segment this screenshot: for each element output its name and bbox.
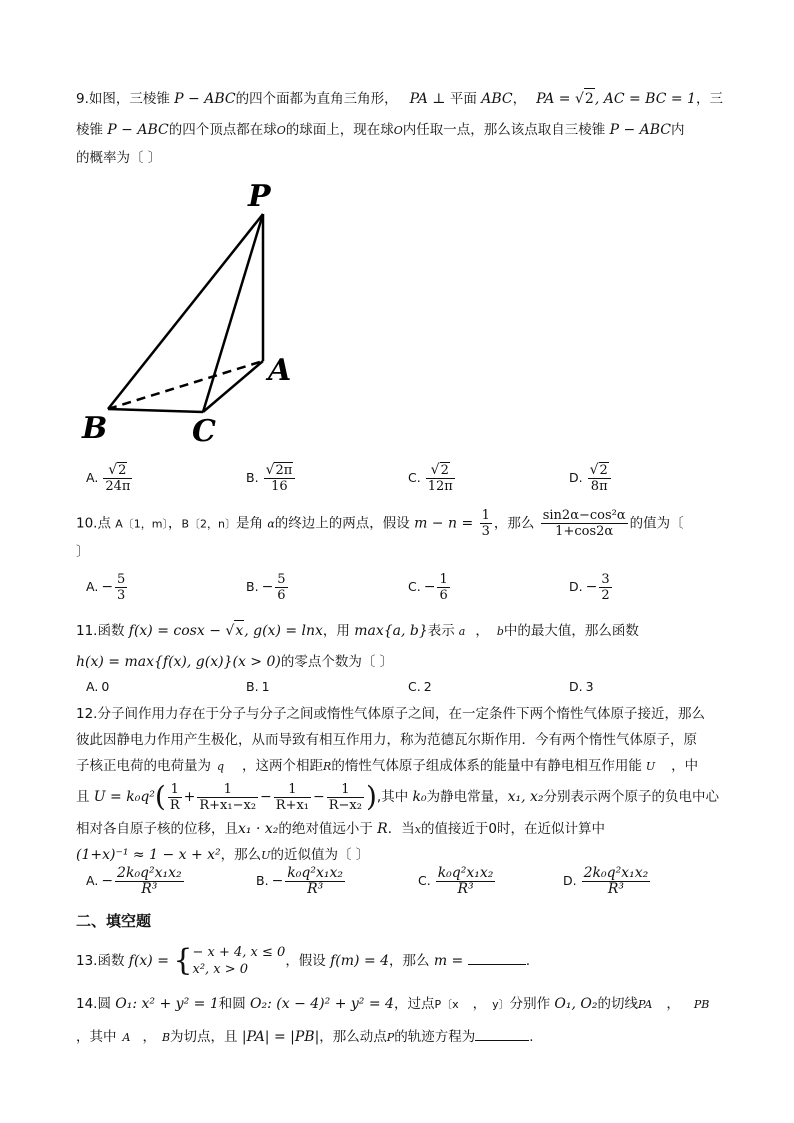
case-1: − x + 4, x ≤ 0	[192, 945, 286, 960]
math: B	[161, 1031, 171, 1044]
math: U = k₀q²	[93, 789, 155, 805]
math: A	[122, 1031, 131, 1044]
q9-line2	[76, 120, 685, 141]
q12-line2: 彼此因静电力作用产生极化，从而导致有相互作用力，称为范德瓦尔斯作用．今有两个惰性气体原子，原	[76, 732, 697, 748]
sign: −	[423, 579, 436, 595]
math: max{a, b}	[354, 623, 428, 639]
denominator: 2	[601, 588, 610, 603]
math: O₁, O₂	[554, 996, 598, 1012]
math: f(m) = 4	[330, 953, 390, 969]
math: f(x) =	[128, 953, 174, 969]
numerator: 1	[327, 782, 364, 798]
numerator: 2π	[275, 463, 293, 478]
answer-blank[interactable]	[475, 1026, 529, 1041]
edge-BA-hidden	[108, 361, 263, 409]
math: PA ⊥	[409, 91, 450, 107]
text: 的绝对值远小于	[278, 821, 378, 837]
denominator: R³	[457, 881, 474, 897]
math: ABC	[481, 91, 513, 107]
numerator: 2k₀q²x₁x₂	[117, 865, 182, 881]
math: b	[496, 625, 504, 638]
q10-option-c[interactable]	[408, 572, 452, 603]
option-value: 3	[585, 679, 594, 694]
q9-option-b[interactable]	[246, 462, 297, 494]
text: 11.函数	[76, 623, 129, 639]
text: 相对各自原子核的位移，且	[76, 821, 238, 837]
numerator: k₀q²x₁x₂	[437, 865, 494, 881]
q9-line1: 9.如图，三棱锥 P − ABC的四个面都为直角三角形， PA ⊥ 平面 ABC， PA = √2, AC = BC = 1，三	[76, 88, 723, 109]
math: O	[393, 124, 403, 137]
vertex-label-C: C	[192, 414, 216, 448]
option-label: D.	[569, 679, 583, 694]
denominator: 3	[481, 524, 490, 539]
math: R	[377, 821, 388, 837]
text: ，	[512, 91, 527, 107]
numerator: 5	[117, 572, 126, 587]
term-fraction	[274, 782, 311, 813]
denominator: R+x₁	[275, 797, 310, 813]
q12-line3	[76, 756, 698, 777]
edge-BC	[108, 409, 203, 412]
option-fraction	[285, 866, 345, 897]
math: m − n =	[414, 515, 478, 532]
point-p: y〕	[492, 998, 510, 1011]
option-label: C.	[408, 469, 421, 485]
option-fraction	[599, 572, 611, 603]
q12-option-a[interactable]	[86, 866, 186, 897]
math: x	[414, 823, 421, 836]
case-2: x², x > 0	[192, 962, 249, 977]
math: R	[323, 760, 332, 773]
option-fraction	[275, 572, 287, 603]
q9-line3: 的概率为〔 〕	[76, 150, 162, 166]
denominator: 16	[271, 479, 288, 494]
option-label: A.	[86, 679, 99, 694]
q14-line2	[76, 1026, 534, 1048]
math: x₁, x₂	[507, 789, 544, 805]
text: ，	[475, 623, 489, 639]
section-title-fill-in: 二、填空题	[76, 912, 152, 930]
fraction	[480, 508, 492, 539]
denominator: R³	[607, 881, 624, 897]
numerator: 3	[601, 572, 610, 587]
text: 棱锥	[76, 122, 108, 138]
q12-option-b[interactable]	[256, 866, 347, 897]
q12-option-d[interactable]	[563, 866, 652, 897]
answer-blank[interactable]	[468, 950, 526, 965]
option-fraction: $\frac{√2}{24\pi}$	[105, 462, 131, 494]
math: PA =	[536, 91, 575, 107]
text: 9.如图，三棱锥	[76, 91, 175, 107]
text: 和圆	[218, 996, 251, 1012]
option-value: 2	[423, 679, 432, 694]
q13-line: 13.函数 f(x) = { − x + 4, x ≤ 0 x², x > 0 ，假设 f(m) = 4，那么 m = .	[76, 943, 531, 978]
text: ，中	[671, 758, 699, 774]
numerator: 1	[439, 572, 448, 587]
q12-line5	[76, 819, 605, 840]
math: a	[458, 625, 466, 638]
math: f(x) = cosx −	[128, 623, 226, 639]
denominator: 3	[117, 588, 126, 603]
q12-line6	[76, 845, 369, 866]
text: 13.函数	[76, 953, 129, 969]
option-label: C.	[418, 873, 431, 888]
text: 且	[76, 789, 94, 805]
sqrt-radicand: 2	[584, 88, 595, 109]
text: ，那么	[220, 847, 262, 863]
math: q	[217, 760, 225, 773]
text: ，过点	[393, 996, 435, 1012]
text: 是角	[236, 515, 268, 532]
math: U	[261, 849, 271, 862]
math: |PA| = |PB|	[241, 1029, 320, 1045]
text: 表示	[427, 623, 455, 639]
text: 的近似值为〔 〕	[270, 847, 370, 863]
option-fraction: $\frac{√2}{12\pi}$	[427, 462, 453, 494]
text: ，	[142, 1029, 156, 1045]
option-value: 1	[261, 679, 270, 694]
tetrahedron-figure	[76, 178, 306, 448]
denominator: 24π	[105, 479, 131, 494]
math: , g(x) = lnx	[244, 623, 323, 639]
point-b: B〔2，n〕	[181, 517, 237, 531]
q9-option-c[interactable]	[408, 462, 457, 494]
text: 为切点，且	[170, 1029, 242, 1045]
denominator: 6	[277, 588, 286, 603]
option-label: B.	[256, 873, 269, 888]
text: 平面	[449, 91, 482, 107]
vertex-label-P: P	[248, 179, 271, 214]
q9-option-a[interactable]	[86, 462, 134, 494]
numerator: 1	[274, 782, 311, 798]
option-fraction	[115, 572, 127, 603]
option-label: B.	[246, 469, 259, 485]
math: P − ABC	[174, 91, 236, 107]
denominator: R	[169, 797, 180, 813]
numerator: 5	[277, 572, 286, 587]
option-fraction	[115, 866, 184, 897]
numerator: 1	[197, 782, 258, 798]
sign: −	[101, 873, 114, 889]
text: 内	[671, 122, 685, 138]
q12-line4: 且 U = k₀q²( $\frac{1}{R}$ + $\frac{1}{\text{R+x₁−x₂}}$ − $\frac{1}{\text{R+x₁}}$ − $\frac{1}{\text{R−x₂}}$ ),其中 k₀为静电常量，x₁, x₂分别表示两个原子的负电中心	[76, 780, 720, 813]
text: ，那么动点	[319, 1029, 387, 1045]
numerator: 1	[168, 782, 182, 798]
text: 的值为〔	[629, 515, 684, 532]
numerator: 2	[440, 463, 449, 478]
text: 子核正电荷的电荷量为	[76, 758, 211, 774]
numerator: 2k₀q²x₁x₂	[583, 865, 649, 881]
option-label: D.	[569, 579, 583, 594]
denominator: R³	[307, 881, 324, 897]
text: 的球面上，现在球	[285, 122, 394, 138]
text: ，	[168, 515, 182, 532]
text: ，	[472, 996, 487, 1012]
option-label: B.	[246, 579, 259, 594]
text: 14.圆	[76, 996, 116, 1012]
math: PB	[693, 998, 710, 1011]
q14-line1	[76, 994, 709, 1015]
q12-option-c[interactable]	[418, 866, 497, 897]
denominator: R−x₂	[328, 797, 362, 813]
sign: −	[261, 579, 274, 595]
option-label: A.	[86, 469, 99, 485]
math: P − ABC	[609, 122, 671, 138]
math: h(x) = max{f(x), g(x)}(x > 0)	[76, 654, 281, 670]
option-label: C.	[408, 679, 421, 694]
q11-option-a[interactable]	[86, 679, 109, 694]
option-value: 0	[101, 679, 110, 694]
q11-option-c[interactable]	[408, 679, 432, 694]
text: ，那么	[493, 515, 539, 532]
text: .	[529, 1029, 534, 1045]
option-label: A.	[86, 873, 99, 888]
math: , AC = BC = 1	[594, 91, 696, 107]
q10-option-a[interactable]	[86, 572, 129, 603]
denominator: R³	[141, 881, 158, 897]
sign: −	[585, 579, 598, 595]
text: ，假设	[285, 953, 331, 969]
math: O₂: (x − 4)² + y² = 4	[250, 996, 394, 1012]
math: P − ABC	[107, 122, 169, 138]
math: O₁: x² + y² = 1	[115, 996, 219, 1012]
term-fraction	[327, 782, 364, 813]
denominator: R+x₁−x₂	[199, 797, 257, 813]
text: ,其中	[376, 789, 413, 805]
numerator: sin2α−cos²α	[542, 508, 626, 523]
text: 的零点个数为〔 〕	[280, 654, 394, 670]
math: (1+x)⁻¹ ≈ 1 − x + x²	[76, 847, 221, 863]
text: 的四个顶点都在球	[168, 122, 277, 138]
text: 10.点	[76, 515, 116, 532]
q11-line2	[76, 652, 393, 672]
math: U	[645, 760, 656, 773]
text: 的四个面都为直角三角形，	[235, 91, 398, 107]
denominator: 6	[439, 588, 448, 603]
vertex-label-B: B	[82, 411, 108, 446]
text: .	[525, 953, 531, 969]
text: 分别表示两个原子的负电中心	[543, 789, 720, 805]
q11-option-d[interactable]	[569, 679, 594, 694]
math: x₁ · x₂	[238, 821, 279, 837]
sign: −	[101, 579, 114, 595]
text: ，这两个相距	[242, 758, 324, 774]
option-label: D.	[563, 873, 577, 888]
point-p: P〔x	[434, 998, 459, 1011]
piecewise-cases	[193, 944, 286, 978]
option-label: C.	[408, 579, 421, 594]
sqrt-radicand: x	[234, 620, 244, 641]
option-fraction	[582, 866, 651, 897]
q10-line1	[76, 508, 684, 540]
text: 为静电常量，	[426, 789, 508, 805]
text: 的惰性气体原子组成体系的能量中有静电相互作用能	[331, 758, 642, 774]
math: P	[386, 1031, 395, 1044]
text: ，用	[322, 623, 355, 639]
q9-option-d[interactable]	[569, 462, 613, 494]
numerator: 2	[118, 463, 127, 478]
option-fraction: $\frac{√2\pi}{16}$	[264, 462, 296, 494]
q11-line1: 11.函数 f(x) = cosx − √x, g(x) = lnx，用 max{a, b}表示 a ， b中的最大值，那么函数	[76, 620, 639, 642]
edge-PC	[203, 214, 263, 412]
option-fraction: $\frac{√2}{8\pi}$	[588, 462, 611, 494]
text: 的值接近于0时，在近似计算中	[420, 821, 606, 837]
text: 的终边上的两点，假设	[274, 515, 415, 532]
option-label: A.	[86, 579, 99, 594]
option-label: D.	[569, 469, 583, 485]
numerator: 2	[599, 463, 608, 478]
vertex-label-A: A	[268, 353, 292, 388]
text: ，三	[695, 91, 723, 107]
math: m =	[433, 953, 468, 969]
text: 分别作	[509, 996, 555, 1012]
text: ．当	[387, 821, 415, 837]
text: ，那么	[389, 953, 434, 969]
q10-option-b[interactable]	[246, 572, 290, 603]
option-label: B.	[246, 679, 259, 694]
term-fraction	[197, 782, 258, 813]
q12-line1: 12.分子间作用力存在于分子与分子之间或惰性气体原子之间，在一定条件下两个惰性气体原子接近，那么	[76, 706, 705, 722]
text: 的轨迹方程为	[394, 1029, 476, 1045]
text: 中的最大值，那么函数	[503, 623, 639, 639]
numerator: k₀q²x₁x₂	[287, 865, 343, 881]
text: ，其中	[76, 1029, 117, 1045]
term-fraction	[168, 782, 182, 813]
point-a: A〔1，m〕	[115, 517, 169, 531]
q10-line2: 〕	[76, 544, 90, 560]
q10-option-d[interactable]	[569, 572, 614, 603]
denominator: 8π	[590, 479, 608, 494]
sign: −	[271, 873, 284, 889]
math: PA	[638, 998, 653, 1011]
denominator: 12π	[427, 479, 453, 494]
trig-fraction	[541, 508, 628, 539]
option-fraction	[437, 572, 449, 603]
math: O	[276, 124, 286, 137]
numerator: 1	[481, 508, 490, 523]
denominator: 1+cos2α	[555, 524, 614, 539]
text: ，	[666, 996, 680, 1012]
math: k₀	[412, 789, 427, 805]
text: 的切线	[597, 996, 639, 1012]
text: 内任取一点，那么该点取自三棱锥	[402, 122, 610, 138]
option-fraction	[436, 866, 496, 897]
math: α	[267, 517, 275, 531]
q11-option-b[interactable]	[246, 679, 270, 694]
